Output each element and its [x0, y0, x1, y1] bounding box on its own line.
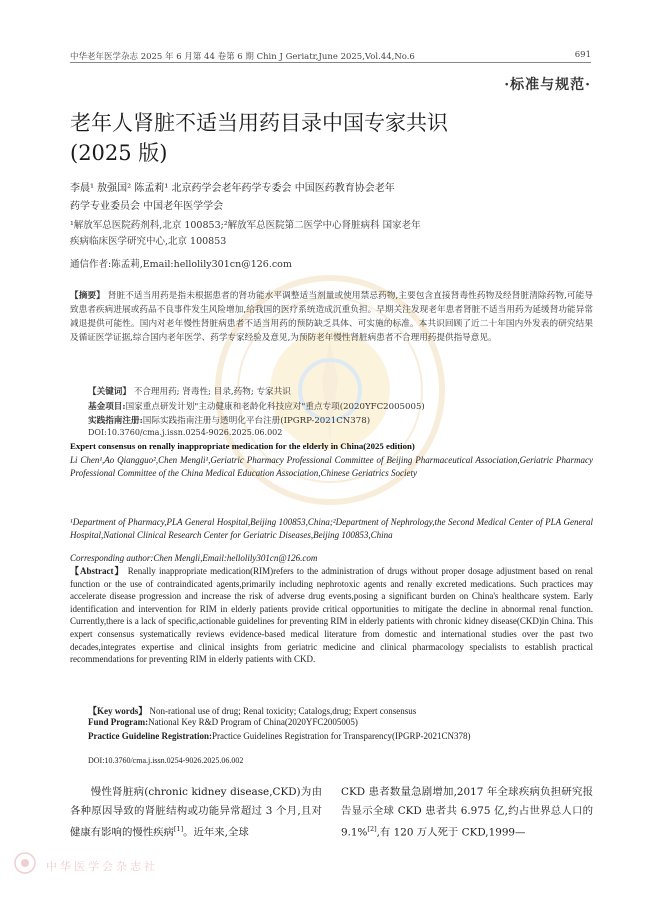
- keywords-en-text: Non-rational use of drug; Renal toxicity; Catalogs,drug; Expert consensus: [147, 706, 417, 716]
- authors-zh: [70, 180, 590, 216]
- page-number: 691: [574, 50, 591, 60]
- fund-zh-text: 国家重点研发计划"主动健康和老龄化科技应对"重点专项(2020YFC2005005): [125, 402, 425, 412]
- body-right-text-b: ,有 120 万人死于 CKD,1999—: [376, 826, 526, 839]
- journal-citation: 中华老年医学杂志 2025 年 6 月第 44 卷第 6 期 Chin J Geriatr,June 2025,Vol.44,No.6: [70, 52, 415, 62]
- registration-en-label: Practice Guideline Registration:: [88, 731, 212, 741]
- publisher-seal-icon: [14, 852, 36, 874]
- english-title: Expert consensus on renally inappropriate medication for the elderly in China(2025 edition): [70, 441, 415, 451]
- affil-line-1: ¹解放军总医院药剂科,北京 100853;²解放军总医院第二医学中心肾脏病科 国家老年: [70, 220, 421, 231]
- doi-en: DOI:10.3760/cma.j.issn.0254-9026.2025.06.002: [88, 756, 244, 765]
- doi-zh: DOI:10.3760/cma.j.issn.0254-9026.2025.06.002: [88, 428, 283, 437]
- abstract-zh-label: 【摘要】: [70, 291, 105, 301]
- body-right-text-a: CKD 患者数量急剧增加,2017 年全球疾病负担研究报告显示全球 CKD 患者共 6.975 亿,约占世界总人口的 9.1%: [341, 786, 593, 839]
- keywords-en: [88, 704, 416, 717]
- registration-zh: [88, 414, 370, 426]
- english-authors: Li Chen¹,Ao Qiangguo²,Chen Mengli¹,Geriatric Pharmacy Professional Committee of Beijing Pharmaceutical Association,Geriatric Pharmacy Professional Committee of the China Medical Education Association,Chinese Geriatrics Society: [70, 455, 593, 478]
- citation-ref: [1]: [173, 825, 184, 833]
- fund-zh-label: 基金项目:: [88, 402, 126, 412]
- keywords-zh-text: 不合理用药; 肾毒性; 目录,药物; 专家共识: [130, 387, 291, 397]
- fund-zh: [88, 400, 425, 412]
- section-tag: ·标准与规范·: [504, 77, 591, 93]
- authors-line-2: 药学专业委员会 中国老年医学学会: [70, 201, 224, 212]
- body-text-right: [341, 783, 593, 842]
- abstract-zh-text: 肾脏不适当用药是指未根据患者的肾功能水平调整适当剂量或使用禁忌药物,主要包含直接肾毒性药物及经肾脏清除药物,可能导致患者疾病进展或药品不良事件发生风险增加,给我国的医疗系统造成沉重负担。早期关注发现老年患者肾脏不适当用药为延缓肾功能异常减退提供可能性。国内对老年慢性肾脏病患者不适当用药的预防缺乏具体、可实施的标准。本共识回顾了近二十年国内外发表的研究结果及循证医学证据,综合国内老年医学、药学专家经验及意见,为预防老年慢性肾脏病患者不合理用药提供指导意见。: [70, 291, 593, 344]
- registration-zh-label: 实践指南注册:: [88, 416, 143, 426]
- authors-line-1: 李晨¹ 敖强国² 陈孟莉¹ 北京药学会老年药学专委会 中国医药教育协会老年: [70, 183, 395, 194]
- abstract-en-label: 【Abstract】: [70, 566, 125, 576]
- title-line-1: 老年人肾脏不适当用药目录中国专家共识: [70, 111, 448, 135]
- corresponding-author-zh: 通信作者:陈孟莉,Email:hellolily301cn@126.com: [70, 259, 292, 270]
- english-corresponding-author: Corresponding author:Chen Mengli,Email:hellolily301cn@126.com: [70, 553, 318, 563]
- keywords-en-label: 【Key words】: [88, 706, 148, 716]
- body-left-text-b: 。近年来,全球: [183, 826, 249, 839]
- article-title: [70, 108, 590, 168]
- fund-en-text: National Key R&D Program of China(2020YFC2005005): [148, 717, 358, 727]
- publisher-watermark: 中华医学会杂志社: [46, 860, 158, 873]
- abstract-en-text: Renally inappropriate medication(RIM)refers to the administration of drugs without proper dosage adjustment based on renal function or the use of contraindicated agents,primarily including nephrotoxic agents and renally excreted medications. Such practices may accelerate disease progression and increase the risk of adverse drug events,posing a significant burden on China's healthcare system. Early identification and intervention for RIM in elderly patients provide critical opportunities to mitigate the decline in abnormal renal function. Currently,there is a lack of specific,actionable guidelines for preventing RIM in elderly patients with chronic kidney disease(CKD)in China. This expert consensus systematically reviews evidence-based medical literature from domestic and international studies over the past two decades,integrates expertise and clinical insights from geriatric medicine and clinical pharmacology specialists to establish practical recommendations for preventing RIM in elderly patients with CKD.: [70, 566, 593, 665]
- citation-ref: [2]: [367, 825, 377, 833]
- body-left-text-a: 慢性肾脏病(chronic kidney disease,CKD)为由各种原因导致的肾脏结构或功能异常超过 3 个月,且对健康有影响的慢性疾病: [70, 786, 322, 839]
- registration-zh-text: 国际实践指南注册与透明化平台注册(IPGRP-2021CN378): [142, 416, 371, 426]
- abstract-en: [70, 565, 593, 666]
- title-line-2: (2025 版): [70, 141, 168, 165]
- registration-en-text: Practice Guidelines Registration for Transparency(IPGRP-2021CN378): [211, 731, 471, 741]
- fund-en-label: Fund Program:: [88, 717, 149, 727]
- english-affiliation: ¹Department of Pharmacy,PLA General Hospital,Beijing 100853,China;²Department of Nephrology,the Second Medical Center of PLA General Hospital,National Clinical Research Center for Geriatric Diseases,Beijing 100853,China: [70, 517, 593, 540]
- affiliation-zh: [70, 218, 590, 250]
- registration-en: [70, 730, 593, 743]
- keywords-zh: [88, 385, 291, 397]
- affil-line-2: 疾病临床医学研究中心,北京 100853: [70, 236, 227, 247]
- keywords-zh-label: 【关键词】: [88, 387, 131, 397]
- running-header: [70, 42, 591, 63]
- fund-en: [88, 717, 358, 727]
- abstract-zh: [70, 289, 593, 345]
- body-text-left: [70, 783, 322, 842]
